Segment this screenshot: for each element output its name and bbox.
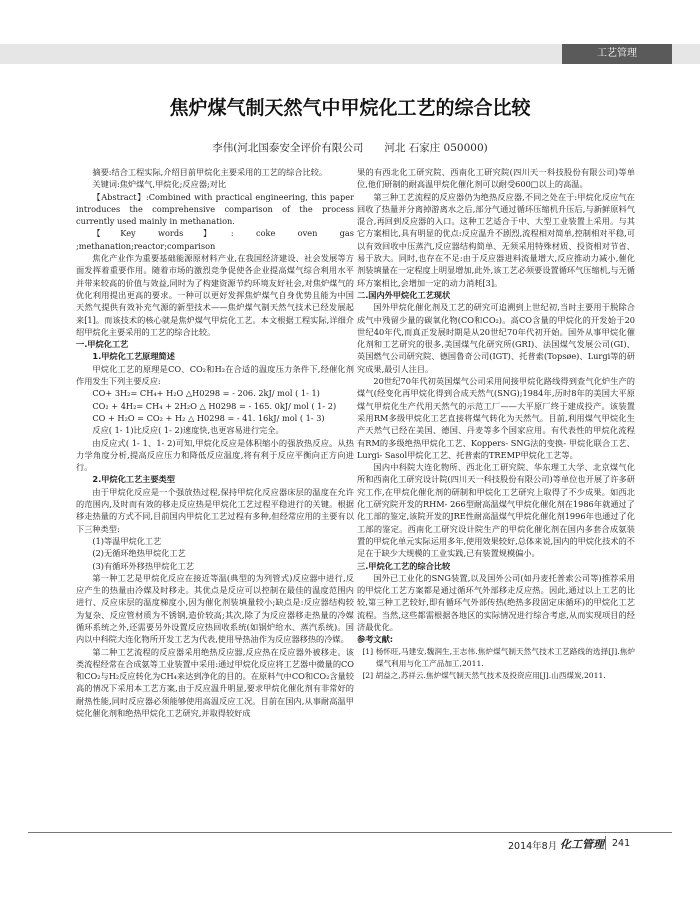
article-title: 焦炉煤气制天然气中甲烷化工艺的综合比较 — [169, 97, 531, 119]
publication-name: 化工管理 — [560, 838, 604, 851]
left-column — [76, 166, 354, 719]
list-item: (1)等温甲烷化工艺 — [92, 535, 162, 546]
section-heading: 三.甲烷化工艺的综合比较 — [357, 560, 451, 571]
body-paragraph: 国内中科院大连化物所、西北化工研究院、华东理工大学、北京煤气化所和西南化工研究设计院(四川天一科技股份有限公司)等单位也开展了许多研究工作,在甲烷化催化剂的研制和甲烷化工艺研究上取得了不少成果。如西北化工研究院开发的RHM- 266型耐高温煤气甲烷化催化剂在1986年就通过了化工部的鉴定,该院开发的JRE性耐高温煤气甲烷化催化剂1996年也通过了化工部的鉴定。西南化工研究设计院生产的甲烷化催化剂在国内多套合成氨装置的甲烷化单元实际运用多年,使用效果较好,总体来说,国内的甲烷化技术的不足在于缺少大规模的工业实践,已有装置规模偏小。 — [357, 462, 635, 559]
body-paragraph: 国外甲烷化催化剂及工艺的研究可追溯到上世纪初,当时主要用于脱除合成气中残留少量的碳氧化物(CO和CO₂)。高CO含量的甲烷化的开发始于20世纪40年代,而真正发展时期是从20世纪70年代初开始。国外从事甲烷化催化剂和工艺研究的很多,美国煤气化研究所(GRI)、法国煤气发展公司(GI)、英国燃气公司研究院、德国鲁奇公司(IGT)、托普索(Topsøe)、Lurgi等的研究成果,最引人注目。 — [357, 302, 635, 374]
reference-item: [2] 胡益之,苏祥云.焦炉煤气制天然气技术及投资应用[J].山西煤炭,2011. — [362, 671, 606, 681]
abstract-cn: 摘要:结合工程实际,介绍目前甲烷化主要采用的工艺的综合比较。 — [92, 167, 328, 177]
subsection-heading: 2.甲烷化工艺主要类型 — [92, 474, 175, 485]
section-label: 工艺管理 — [562, 44, 672, 64]
equation-2: CO₂ + 4H₂= CH₄ + 2H₂O △ H0298 = - 165. 0kJ/ mol ( 1- 2) — [92, 400, 337, 411]
body-paragraph: 20世纪70年代初英国煤气公司采用间接甲烷化路线得到查气化炉生产的煤气(经变化再甲烷化得到合成天然气(SNG);1984年,历时8年的美国大平原煤气甲烷化生产代用天然气的示范工厂——大平原厂终于建成投产。该装置采用RM多级甲烷化工艺直接将煤气转化为天然气。目前,利用煤气甲烷化生产天然气已经在美国、德国、丹麦等多个国家应用。有代表性的甲烷化流程有RM的多级绝热甲烷化工艺、Koppers- SNG法的变换- 甲烷化联合工艺、Lurgi- Sasol甲烷化工艺、托普索的TREMP甲烷化工艺等。 — [357, 376, 635, 460]
section-heading: 二.国内外甲烷化工艺现状 — [357, 289, 451, 300]
footer-separator — [605, 836, 606, 850]
references-heading: 参考文献: — [357, 634, 394, 645]
section-heading: 一.甲烷化工艺 — [76, 339, 129, 350]
body-paragraph: 由反应式( 1- 1、1- 2)可知,甲烷化反应是体积缩小的强放热反应。从热力学角度分析,提高反应压力和降低反应温度,将有利于反应平衡向正方向进行。 — [76, 437, 354, 473]
intro-paragraph: 焦化产业作为重要基础能源原材料产业,在我国经济建设、社会发展等方面发挥着重要作用。随着市场的激烈竞争促使各企业提高煤气综合利用水平并带来较高的价值与效益,同时为了构建资源节约环境友好社会,对焦炉煤气的优化利用提出更高的要求。一种可以更好发挥焦炉煤气自身优势且能为中国天然气提供有效补充气源的新型技术——焦炉煤气制天然气技术已经发展起来[1]。而该技术的核心就是焦炉煤气甲烷化工艺。本文根据工程实际,详细介绍甲烷化主要采用的工艺的综合比较。 — [76, 253, 354, 337]
equation-1: CO+ 3H₂= CH₄+ H₂O △H0298 = - 206. 2kJ/ mol ( 1- 1) — [92, 388, 320, 399]
right-column — [357, 166, 635, 682]
equation-3: CO + H₂O = CO₂ + H₂ △ H0298 = - 41. 16kJ/ mol ( 1- 3) — [92, 412, 325, 423]
body-paragraph: 国外已工业化的SNG装置,以及国外公司(如丹麦托普索公司等)推荐采用的甲烷化工艺方案都是通过循环气外部移走反应热。因此,通过以上工艺的比较,第三种工艺较好,即有循环气外部传热(绝热多段固定床循环)的甲烷化工艺流程。当然,这些都需根据各地区的实际情况进行综合考虑,从而实现项目的经济最优化。 — [357, 572, 635, 632]
abstract-en: 【Abstract】:Combined with practical engineering, this paper introduces the comprehensive comparison of the process currently used mainly in methanation. — [76, 191, 354, 227]
footer-rule — [28, 832, 672, 833]
body-paragraph: 由于甲烷化反应是一个强放热过程,保持甲烷化反应器床层的温度在允许的范围内,及时而有效的移走反应热是甲烷化工艺过程平稳进行的关键。根据移走热量的方式不同,目前国内甲烷化工艺过程有多种,但经常应用的主要有以下三种类型: — [76, 486, 354, 534]
body-paragraph: 甲烷化工艺的原理是CO、CO₂和H₂在合适的温度压力条件下,经催化剂作用发生下列主要反应: — [76, 363, 354, 387]
reference-item: [1] 杨怀旺,马建安,魏润生,王志伟.焦炉煤气制天然气技术工艺路线的选择[J].焦炉煤气利用与化工产品加工,2011. — [362, 646, 635, 668]
keywords-en: 【Key words】: coke oven gas ;methanation;reactor;comparison — [76, 228, 354, 251]
list-item: (2)无循环绝热甲烷化工艺 — [92, 548, 186, 559]
body-paragraph: 第一种工艺是甲烷化反应在接近等温(典型的为列管式)反应器中进行,反应产生的热量由冷媒及时移走。其优点是反应可以控制在最佳的温度范围内进行、反应床层的温度梯度小,因为催化剂装填量较小;缺点是:反应器结构较为复杂、反应管材质为不锈钢,造价较高;其次,除了为反应器移走热量的冷媒循环系统之外,还需要另外设置反应热回收系统(如锅炉给水、蒸汽系统)。国内以中科院大连化物所开发工艺为代表,使用导热油作为反应器移热的冷媒。 — [76, 572, 354, 645]
body-paragraph: 果的有西北化工研究院、西南化工研究院(四川天一科技股份有限公司)等单位,他们研制的耐高温甲烷化催化剂可以耐受600□以上的高温。 — [357, 167, 635, 190]
subsection-heading: 1.甲烷化工艺原理简述 — [92, 351, 175, 362]
body-paragraph: 第二种工艺流程的反应器采用绝热反应器,反应热在反应器外被移走。该类流程经常在合成氨等工业装置中采用:通过甲烷化反应将工艺器中微量的CO和CO₂与H₂反应转化为CH₄来达到净化的目的。在原料气中CO和CO₂含量较高的情况下采用本工艺方案,由于反应温升明显,要求甲烷化催化剂有非常好的耐热性能,同时反应器必须能够使用高温反应工况。目前在国内,从事耐高温甲烷化催化剂和绝热甲烷化工艺研究,并取得较好成 — [76, 646, 354, 719]
issue-date: 2014年8月 — [508, 841, 558, 852]
body-paragraph: 第三种工艺流程的反应器仍为绝热反应器,不同之处在于:甲烷化反应气在回收了热量并分离掉游离水之后,部分气通过循环压缩机升压后,与新鲜原料气混合,再回到反应器的入口。这种工艺适合于中、大型工业装置上采用。与其它方案相比,具有明显的优点:反应温升不剧烈,流程相对简单,控制相对平稳,可以有效回收中压蒸汽,反应器结构简单、无须采用特殊材质、投资相对节省、易于放大。同时,也存在不足:由于反应器进料流量增大,反应推动力减小,催化剂装填量在一定程度上明显增加,此外,该工艺必须要设置循环气压缩机,与无循环方案相比,会增加一定的动力消耗[3]。 — [357, 191, 635, 288]
author-line: 李伟(河北国泰安全评价有限公司 河北 石家庄 050000) — [212, 142, 488, 154]
list-item: (3)有循环外移热甲烷化工艺 — [92, 560, 195, 571]
body-paragraph: 反应( 1- 1)比反应( 1- 2)速度快,也更容易进行完全。 — [92, 425, 284, 436]
keywords-cn: 关键词:焦炉煤气,甲烷化;反应器;对比 — [92, 179, 227, 190]
page-number: 241 — [612, 838, 631, 849]
